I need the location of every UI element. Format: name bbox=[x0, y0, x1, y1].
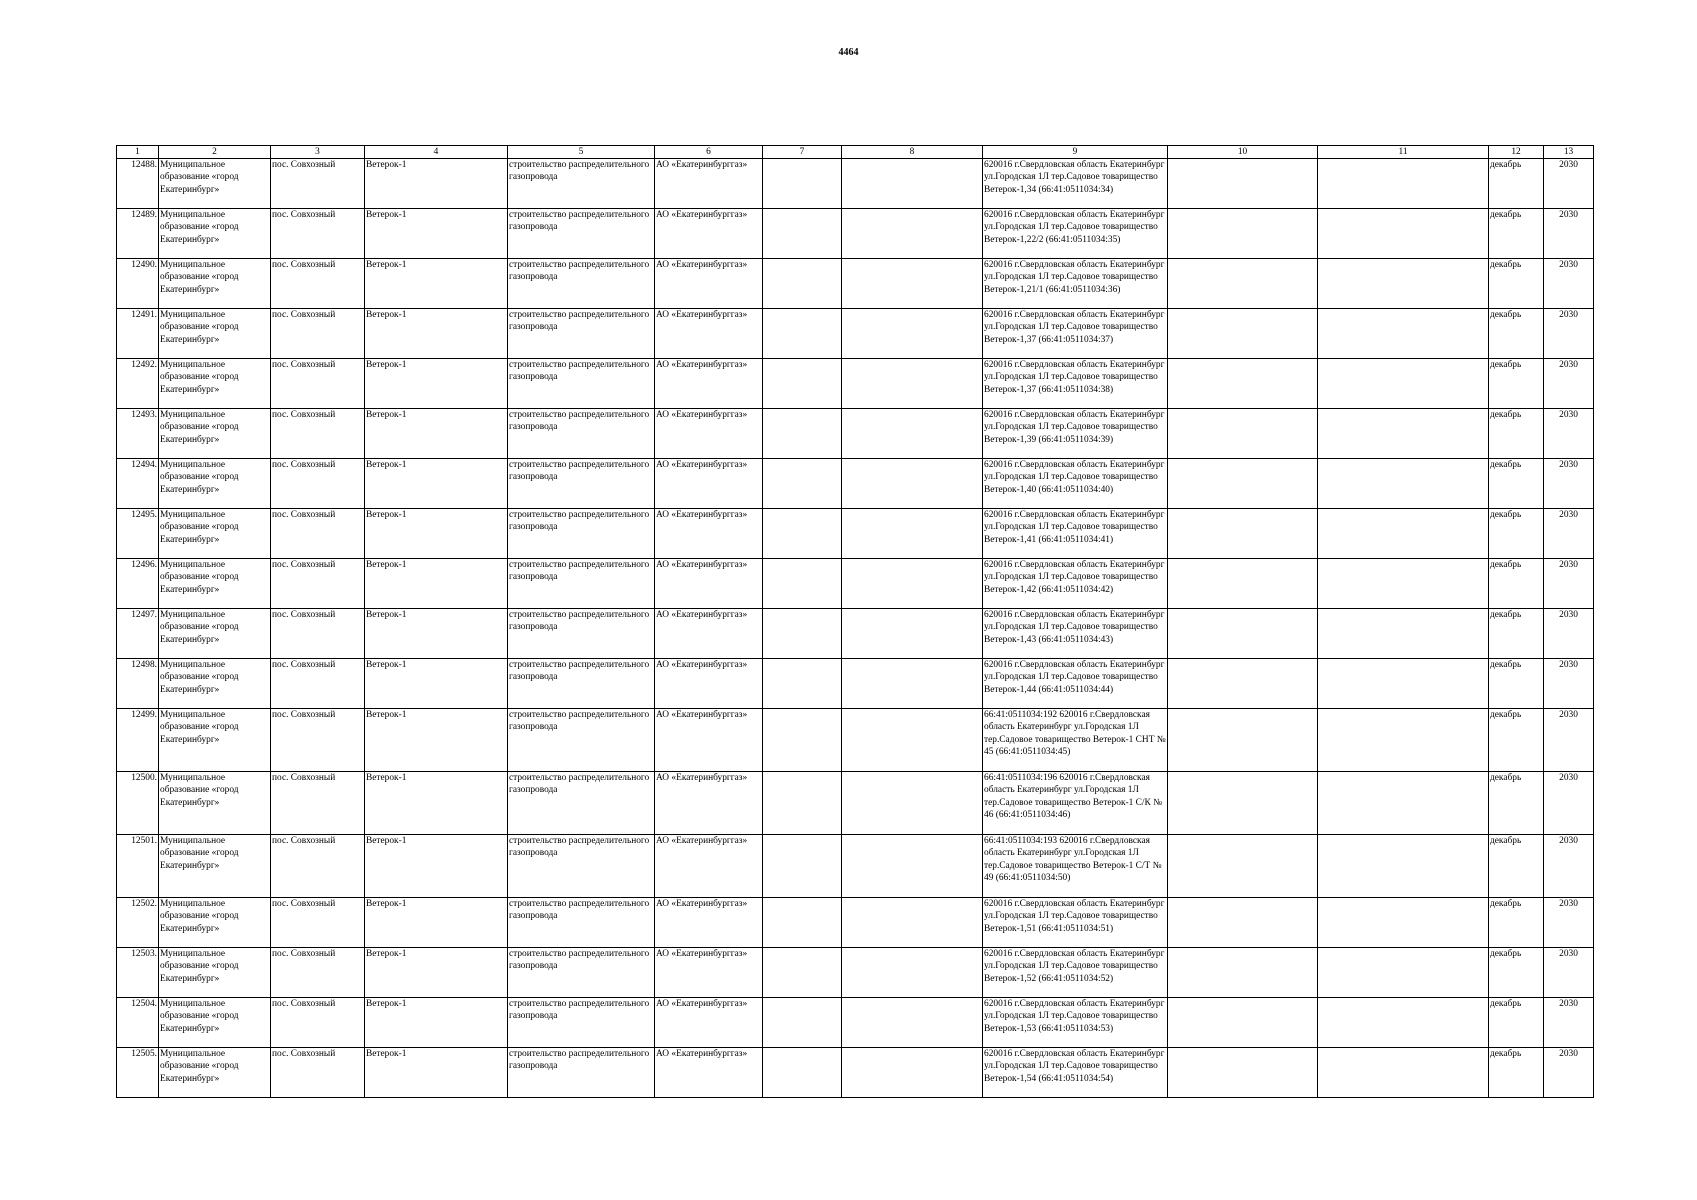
table-row bbox=[117, 159, 1594, 209]
col10-cell bbox=[1168, 835, 1318, 898]
address-cell: 620016 г.Свердловская область Екатеринбург ул.Городская 1Л тер.Садовое товарищество Ветерок-1,53 (66:41:0511034:53) bbox=[983, 998, 1168, 1048]
address-cell: 620016 г.Свердловская область Екатеринбург ул.Городская 1Л тер.Садовое товарищество Ветерок-1,41 (66:41:0511034:41) bbox=[983, 509, 1168, 559]
month-cell: декабрь bbox=[1489, 159, 1544, 209]
address-cell: 620016 г.Свердловская область Екатеринбург ул.Городская 1Л тер.Садовое товарищество Ветерок-1,42 (66:41:0511034:42) bbox=[983, 559, 1168, 609]
table-row bbox=[117, 709, 1594, 772]
settlement-cell: пос. Совхозный bbox=[271, 409, 365, 459]
column-number-header-row bbox=[117, 146, 1594, 159]
col10-cell bbox=[1168, 409, 1318, 459]
col10-cell bbox=[1168, 259, 1318, 309]
organization-cell: АО «Екатеринбурггаз» bbox=[655, 209, 763, 259]
col8-cell bbox=[842, 998, 983, 1048]
year-cell: 2030 bbox=[1544, 509, 1594, 559]
table-row bbox=[117, 459, 1594, 509]
municipality-cell: Муниципальное образование «город Екатеринбург» bbox=[159, 709, 271, 772]
location-cell: Ветерок-1 bbox=[365, 948, 508, 998]
municipality-cell: Муниципальное образование «город Екатеринбург» bbox=[159, 1048, 271, 1098]
table-row bbox=[117, 559, 1594, 609]
address-cell: 620016 г.Свердловская область Екатеринбург ул.Городская 1Л тер.Садовое товарищество Ветерок-1,44 (66:41:0511034:44) bbox=[983, 659, 1168, 709]
settlement-cell: пос. Совхозный bbox=[271, 709, 365, 772]
settlement-cell: пос. Совхозный bbox=[271, 1048, 365, 1098]
table-row bbox=[117, 359, 1594, 409]
municipality-cell: Муниципальное образование «город Екатеринбург» bbox=[159, 309, 271, 359]
year-cell: 2030 bbox=[1544, 409, 1594, 459]
work-type-cell: строительство распределительного газопровода bbox=[508, 772, 655, 835]
col10-cell bbox=[1168, 898, 1318, 948]
col7-cell bbox=[763, 459, 842, 509]
year-cell: 2030 bbox=[1544, 998, 1594, 1048]
col11-cell bbox=[1318, 772, 1489, 835]
col11-cell bbox=[1318, 559, 1489, 609]
year-cell: 2030 bbox=[1544, 1048, 1594, 1098]
location-cell: Ветерок-1 bbox=[365, 409, 508, 459]
col10-cell bbox=[1168, 459, 1318, 509]
table-row bbox=[117, 772, 1594, 835]
location-cell: Ветерок-1 bbox=[365, 772, 508, 835]
organization-cell: АО «Екатеринбурггаз» bbox=[655, 609, 763, 659]
year-cell: 2030 bbox=[1544, 609, 1594, 659]
col8-cell bbox=[842, 159, 983, 209]
col11-cell bbox=[1318, 209, 1489, 259]
organization-cell: АО «Екатеринбурггаз» bbox=[655, 259, 763, 309]
col8-cell bbox=[842, 772, 983, 835]
work-type-cell: строительство распределительного газопровода bbox=[508, 259, 655, 309]
work-type-cell: строительство распределительного газопровода bbox=[508, 948, 655, 998]
municipality-cell: Муниципальное образование «город Екатеринбург» bbox=[159, 898, 271, 948]
column-header-7: 7 bbox=[763, 146, 842, 159]
organization-cell: АО «Екатеринбурггаз» bbox=[655, 709, 763, 772]
col7-cell bbox=[763, 409, 842, 459]
location-cell: Ветерок-1 bbox=[365, 1048, 508, 1098]
settlement-cell: пос. Совхозный bbox=[271, 998, 365, 1048]
organization-cell: АО «Екатеринбурггаз» bbox=[655, 359, 763, 409]
location-cell: Ветерок-1 bbox=[365, 159, 508, 209]
col7-cell bbox=[763, 948, 842, 998]
col10-cell bbox=[1168, 948, 1318, 998]
work-type-cell: строительство распределительного газопровода bbox=[508, 709, 655, 772]
col11-cell bbox=[1318, 998, 1489, 1048]
year-cell: 2030 bbox=[1544, 259, 1594, 309]
col7-cell bbox=[763, 898, 842, 948]
col7-cell bbox=[763, 359, 842, 409]
col10-cell bbox=[1168, 659, 1318, 709]
col7-cell bbox=[763, 659, 842, 709]
col7-cell bbox=[763, 609, 842, 659]
col10-cell bbox=[1168, 309, 1318, 359]
row-number: 12502. bbox=[117, 898, 159, 948]
municipality-cell: Муниципальное образование «город Екатеринбург» bbox=[159, 459, 271, 509]
row-number: 12501. bbox=[117, 835, 159, 898]
work-type-cell: строительство распределительного газопровода bbox=[508, 409, 655, 459]
settlement-cell: пос. Совхозный bbox=[271, 609, 365, 659]
location-cell: Ветерок-1 bbox=[365, 898, 508, 948]
year-cell: 2030 bbox=[1544, 359, 1594, 409]
table-row bbox=[117, 609, 1594, 659]
row-number: 12494. bbox=[117, 459, 159, 509]
col8-cell bbox=[842, 559, 983, 609]
col8-cell bbox=[842, 209, 983, 259]
settlement-cell: пос. Совхозный bbox=[271, 259, 365, 309]
month-cell: декабрь bbox=[1489, 659, 1544, 709]
year-cell: 2030 bbox=[1544, 835, 1594, 898]
row-number: 12504. bbox=[117, 998, 159, 1048]
table-row bbox=[117, 509, 1594, 559]
organization-cell: АО «Екатеринбурггаз» bbox=[655, 459, 763, 509]
col11-cell bbox=[1318, 359, 1489, 409]
col8-cell bbox=[842, 459, 983, 509]
table-body bbox=[117, 159, 1594, 1098]
settlement-cell: пос. Совхозный bbox=[271, 948, 365, 998]
municipality-cell: Муниципальное образование «город Екатеринбург» bbox=[159, 259, 271, 309]
municipality-cell: Муниципальное образование «город Екатеринбург» bbox=[159, 409, 271, 459]
col8-cell bbox=[842, 309, 983, 359]
month-cell: декабрь bbox=[1489, 359, 1544, 409]
col8-cell bbox=[842, 898, 983, 948]
col11-cell bbox=[1318, 1048, 1489, 1098]
month-cell: декабрь bbox=[1489, 459, 1544, 509]
col7-cell bbox=[763, 772, 842, 835]
col8-cell bbox=[842, 709, 983, 772]
col7-cell bbox=[763, 998, 842, 1048]
address-cell: 620016 г.Свердловская область Екатеринбург ул.Городская 1Л тер.Садовое товарищество Ветерок-1,40 (66:41:0511034:40) bbox=[983, 459, 1168, 509]
column-header-8: 8 bbox=[842, 146, 983, 159]
col11-cell bbox=[1318, 259, 1489, 309]
address-cell: 620016 г.Свердловская область Екатеринбург ул.Городская 1Л тер.Садовое товарищество Ветерок-1,54 (66:41:0511034:54) bbox=[983, 1048, 1168, 1098]
year-cell: 2030 bbox=[1544, 948, 1594, 998]
month-cell: декабрь bbox=[1489, 259, 1544, 309]
col7-cell bbox=[763, 309, 842, 359]
col10-cell bbox=[1168, 159, 1318, 209]
location-cell: Ветерок-1 bbox=[365, 709, 508, 772]
table-row bbox=[117, 948, 1594, 998]
address-cell: 620016 г.Свердловская область Екатеринбург ул.Городская 1Л тер.Садовое товарищество Ветерок-1,43 (66:41:0511034:43) bbox=[983, 609, 1168, 659]
col7-cell bbox=[763, 209, 842, 259]
row-number: 12488. bbox=[117, 159, 159, 209]
col7-cell bbox=[763, 259, 842, 309]
col8-cell bbox=[842, 835, 983, 898]
month-cell: декабрь bbox=[1489, 898, 1544, 948]
settlement-cell: пос. Совхозный bbox=[271, 159, 365, 209]
col10-cell bbox=[1168, 709, 1318, 772]
column-header-4: 4 bbox=[365, 146, 508, 159]
col8-cell bbox=[842, 948, 983, 998]
month-cell: декабрь bbox=[1489, 409, 1544, 459]
location-cell: Ветерок-1 bbox=[365, 659, 508, 709]
table-row bbox=[117, 898, 1594, 948]
row-number: 12500. bbox=[117, 772, 159, 835]
col10-cell bbox=[1168, 772, 1318, 835]
work-type-cell: строительство распределительного газопровода bbox=[508, 509, 655, 559]
year-cell: 2030 bbox=[1544, 209, 1594, 259]
year-cell: 2030 bbox=[1544, 309, 1594, 359]
row-number: 12496. bbox=[117, 559, 159, 609]
location-cell: Ветерок-1 bbox=[365, 309, 508, 359]
month-cell: декабрь bbox=[1489, 835, 1544, 898]
column-header-1: 1 bbox=[117, 146, 159, 159]
col10-cell bbox=[1168, 1048, 1318, 1098]
table-row bbox=[117, 659, 1594, 709]
row-number: 12505. bbox=[117, 1048, 159, 1098]
month-cell: декабрь bbox=[1489, 209, 1544, 259]
settlement-cell: пос. Совхозный bbox=[271, 509, 365, 559]
municipality-cell: Муниципальное образование «город Екатеринбург» bbox=[159, 609, 271, 659]
row-number: 12497. bbox=[117, 609, 159, 659]
col11-cell bbox=[1318, 159, 1489, 209]
organization-cell: АО «Екатеринбурггаз» bbox=[655, 898, 763, 948]
col10-cell bbox=[1168, 998, 1318, 1048]
month-cell: декабрь bbox=[1489, 1048, 1544, 1098]
col11-cell bbox=[1318, 659, 1489, 709]
settlement-cell: пос. Совхозный bbox=[271, 359, 365, 409]
municipality-cell: Муниципальное образование «город Екатеринбург» bbox=[159, 509, 271, 559]
month-cell: декабрь bbox=[1489, 309, 1544, 359]
location-cell: Ветерок-1 bbox=[365, 209, 508, 259]
year-cell: 2030 bbox=[1544, 159, 1594, 209]
settlement-cell: пос. Совхозный bbox=[271, 459, 365, 509]
location-cell: Ветерок-1 bbox=[365, 509, 508, 559]
col8-cell bbox=[842, 1048, 983, 1098]
col8-cell bbox=[842, 359, 983, 409]
col7-cell bbox=[763, 559, 842, 609]
month-cell: декабрь bbox=[1489, 609, 1544, 659]
column-header-9: 9 bbox=[983, 146, 1168, 159]
address-cell: 620016 г.Свердловская область Екатеринбург ул.Городская 1Л тер.Садовое товарищество Ветерок-1,37 (66:41:0511034:38) bbox=[983, 359, 1168, 409]
register-table bbox=[116, 145, 1594, 1098]
col7-cell bbox=[763, 835, 842, 898]
col11-cell bbox=[1318, 509, 1489, 559]
year-cell: 2030 bbox=[1544, 559, 1594, 609]
address-cell: 620016 г.Свердловская область Екатеринбург ул.Городская 1Л тер.Садовое товарищество Ветерок-1,22/2 (66:41:0511034:35) bbox=[983, 209, 1168, 259]
organization-cell: АО «Екатеринбурггаз» bbox=[655, 309, 763, 359]
column-header-2: 2 bbox=[159, 146, 271, 159]
organization-cell: АО «Екатеринбурггаз» bbox=[655, 159, 763, 209]
column-header-6: 6 bbox=[655, 146, 763, 159]
municipality-cell: Муниципальное образование «город Екатеринбург» bbox=[159, 559, 271, 609]
table-row bbox=[117, 209, 1594, 259]
work-type-cell: строительство распределительного газопровода bbox=[508, 559, 655, 609]
column-header-12: 12 bbox=[1489, 146, 1544, 159]
month-cell: декабрь bbox=[1489, 559, 1544, 609]
municipality-cell: Муниципальное образование «город Екатеринбург» bbox=[159, 948, 271, 998]
work-type-cell: строительство распределительного газопровода bbox=[508, 459, 655, 509]
organization-cell: АО «Екатеринбурггаз» bbox=[655, 409, 763, 459]
address-cell: 620016 г.Свердловская область Екатеринбург ул.Городская 1Л тер.Садовое товарищество Ветерок-1,39 (66:41:0511034:39) bbox=[983, 409, 1168, 459]
col7-cell bbox=[763, 1048, 842, 1098]
table-row bbox=[117, 309, 1594, 359]
work-type-cell: строительство распределительного газопровода bbox=[508, 159, 655, 209]
work-type-cell: строительство распределительного газопровода bbox=[508, 998, 655, 1048]
settlement-cell: пос. Совхозный bbox=[271, 772, 365, 835]
organization-cell: АО «Екатеринбурггаз» bbox=[655, 772, 763, 835]
col11-cell bbox=[1318, 409, 1489, 459]
settlement-cell: пос. Совхозный bbox=[271, 209, 365, 259]
work-type-cell: строительство распределительного газопровода bbox=[508, 309, 655, 359]
organization-cell: АО «Екатеринбурггаз» bbox=[655, 998, 763, 1048]
work-type-cell: строительство распределительного газопровода bbox=[508, 359, 655, 409]
location-cell: Ветерок-1 bbox=[365, 459, 508, 509]
year-cell: 2030 bbox=[1544, 709, 1594, 772]
table-row bbox=[117, 259, 1594, 309]
organization-cell: АО «Екатеринбурггаз» bbox=[655, 835, 763, 898]
col11-cell bbox=[1318, 835, 1489, 898]
col8-cell bbox=[842, 659, 983, 709]
municipality-cell: Муниципальное образование «город Екатеринбург» bbox=[159, 835, 271, 898]
col11-cell bbox=[1318, 609, 1489, 659]
organization-cell: АО «Екатеринбурггаз» bbox=[655, 659, 763, 709]
row-number: 12491. bbox=[117, 309, 159, 359]
address-cell: 66:41:0511034:193 620016 г.Свердловская область Екатеринбург ул.Городская 1Л тер.Садовое товарищество Ветерок-1 С/Т № 49 (66:41:0511034:50) bbox=[983, 835, 1168, 898]
organization-cell: АО «Екатеринбурггаз» bbox=[655, 948, 763, 998]
settlement-cell: пос. Совхозный bbox=[271, 835, 365, 898]
year-cell: 2030 bbox=[1544, 772, 1594, 835]
col8-cell bbox=[842, 259, 983, 309]
address-cell: 620016 г.Свердловская область Екатеринбург ул.Городская 1Л тер.Садовое товарищество Ветерок-1,37 (66:41:0511034:37) bbox=[983, 309, 1168, 359]
col10-cell bbox=[1168, 359, 1318, 409]
work-type-cell: строительство распределительного газопровода bbox=[508, 898, 655, 948]
year-cell: 2030 bbox=[1544, 659, 1594, 709]
table-row bbox=[117, 1048, 1594, 1098]
row-number: 12492. bbox=[117, 359, 159, 409]
col11-cell bbox=[1318, 309, 1489, 359]
row-number: 12499. bbox=[117, 709, 159, 772]
municipality-cell: Муниципальное образование «город Екатеринбург» bbox=[159, 772, 271, 835]
work-type-cell: строительство распределительного газопровода bbox=[508, 609, 655, 659]
organization-cell: АО «Екатеринбурггаз» bbox=[655, 509, 763, 559]
month-cell: декабрь bbox=[1489, 998, 1544, 1048]
row-number: 12490. bbox=[117, 259, 159, 309]
col10-cell bbox=[1168, 509, 1318, 559]
settlement-cell: пос. Совхозный bbox=[271, 898, 365, 948]
organization-cell: АО «Екатеринбурггаз» bbox=[655, 1048, 763, 1098]
location-cell: Ветерок-1 bbox=[365, 835, 508, 898]
col10-cell bbox=[1168, 559, 1318, 609]
row-number: 12503. bbox=[117, 948, 159, 998]
col10-cell bbox=[1168, 609, 1318, 659]
column-header-11: 11 bbox=[1318, 146, 1489, 159]
col7-cell bbox=[763, 509, 842, 559]
settlement-cell: пос. Совхозный bbox=[271, 559, 365, 609]
month-cell: декабрь bbox=[1489, 948, 1544, 998]
address-cell: 66:41:0511034:192 620016 г.Свердловская область Екатеринбург ул.Городская 1Л тер.Садовое товарищество Ветерок-1 СНТ № 45 (66:41:0511034:45) bbox=[983, 709, 1168, 772]
address-cell: 620016 г.Свердловская область Екатеринбург ул.Городская 1Л тер.Садовое товарищество Ветерок-1,34 (66:41:0511034:34) bbox=[983, 159, 1168, 209]
col11-cell bbox=[1318, 459, 1489, 509]
location-cell: Ветерок-1 bbox=[365, 259, 508, 309]
row-number: 12495. bbox=[117, 509, 159, 559]
work-type-cell: строительство распределительного газопровода bbox=[508, 659, 655, 709]
year-cell: 2030 bbox=[1544, 459, 1594, 509]
municipality-cell: Муниципальное образование «город Екатеринбург» bbox=[159, 659, 271, 709]
month-cell: декабрь bbox=[1489, 509, 1544, 559]
col11-cell bbox=[1318, 948, 1489, 998]
address-cell: 620016 г.Свердловская область Екатеринбург ул.Городская 1Л тер.Садовое товарищество Ветерок-1,51 (66:41:0511034:51) bbox=[983, 898, 1168, 948]
row-number: 12489. bbox=[117, 209, 159, 259]
page-number: 4464 bbox=[838, 47, 859, 58]
col8-cell bbox=[842, 409, 983, 459]
col11-cell bbox=[1318, 709, 1489, 772]
location-cell: Ветерок-1 bbox=[365, 609, 508, 659]
col8-cell bbox=[842, 609, 983, 659]
col10-cell bbox=[1168, 209, 1318, 259]
table-row bbox=[117, 835, 1594, 898]
month-cell: декабрь bbox=[1489, 772, 1544, 835]
location-cell: Ветерок-1 bbox=[365, 998, 508, 1048]
address-cell: 66:41:0511034:196 620016 г.Свердловская область Екатеринбург ул.Городская 1Л тер.Садовое товарищество Ветерок-1 С/К № 46 (66:41:0511034:46) bbox=[983, 772, 1168, 835]
column-header-5: 5 bbox=[508, 146, 655, 159]
column-header-10: 10 bbox=[1168, 146, 1318, 159]
municipality-cell: Муниципальное образование «город Екатеринбург» bbox=[159, 209, 271, 259]
work-type-cell: строительство распределительного газопровода bbox=[508, 835, 655, 898]
col7-cell bbox=[763, 709, 842, 772]
location-cell: Ветерок-1 bbox=[365, 359, 508, 409]
table-row bbox=[117, 409, 1594, 459]
address-cell: 620016 г.Свердловская область Екатеринбург ул.Городская 1Л тер.Садовое товарищество Ветерок-1,21/1 (66:41:0511034:36) bbox=[983, 259, 1168, 309]
location-cell: Ветерок-1 bbox=[365, 559, 508, 609]
month-cell: декабрь bbox=[1489, 709, 1544, 772]
column-header-3: 3 bbox=[271, 146, 365, 159]
col11-cell bbox=[1318, 898, 1489, 948]
settlement-cell: пос. Совхозный bbox=[271, 309, 365, 359]
col8-cell bbox=[842, 509, 983, 559]
row-number: 12493. bbox=[117, 409, 159, 459]
col7-cell bbox=[763, 159, 842, 209]
municipality-cell: Муниципальное образование «город Екатеринбург» bbox=[159, 359, 271, 409]
column-header-13: 13 bbox=[1544, 146, 1594, 159]
year-cell: 2030 bbox=[1544, 898, 1594, 948]
work-type-cell: строительство распределительного газопровода bbox=[508, 1048, 655, 1098]
settlement-cell: пос. Совхозный bbox=[271, 659, 365, 709]
organization-cell: АО «Екатеринбурггаз» bbox=[655, 559, 763, 609]
municipality-cell: Муниципальное образование «город Екатеринбург» bbox=[159, 998, 271, 1048]
address-cell: 620016 г.Свердловская область Екатеринбург ул.Городская 1Л тер.Садовое товарищество Ветерок-1,52 (66:41:0511034:52) bbox=[983, 948, 1168, 998]
row-number: 12498. bbox=[117, 659, 159, 709]
municipality-cell: Муниципальное образование «город Екатеринбург» bbox=[159, 159, 271, 209]
work-type-cell: строительство распределительного газопровода bbox=[508, 209, 655, 259]
table-row bbox=[117, 998, 1594, 1048]
